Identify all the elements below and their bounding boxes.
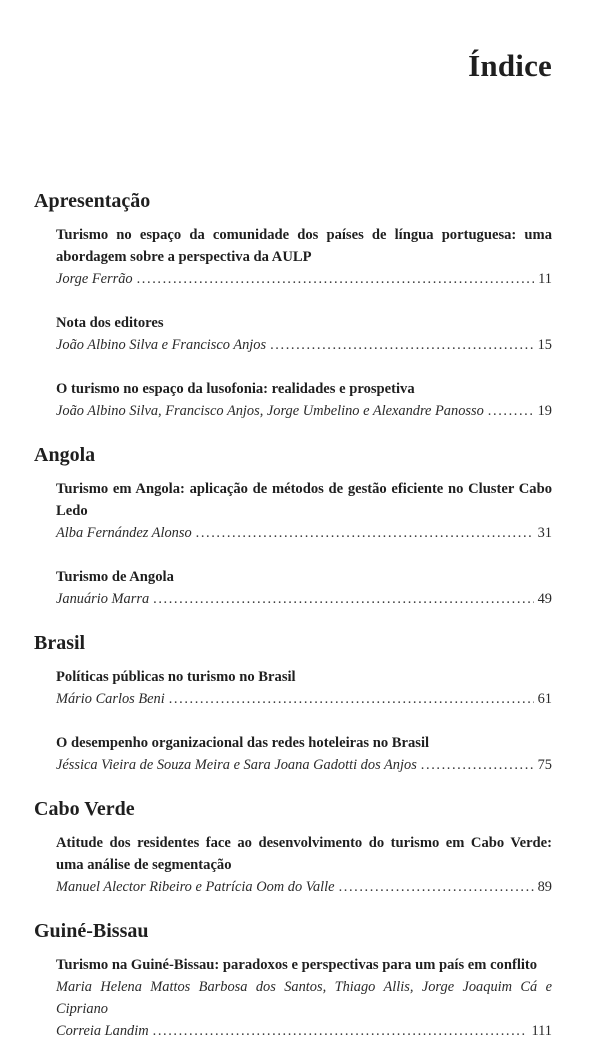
toc-entry[interactable] (56, 832, 552, 898)
section-title: Brasil (34, 632, 86, 654)
entry-author-line (56, 876, 552, 898)
toc-entry[interactable] (56, 666, 552, 710)
entry-title: Turismo no espaço da comunidade dos países de língua portuguesa: uma abordagem sobre a perspectiva da AULP (56, 227, 552, 265)
entry-title: Turismo de Angola (56, 569, 174, 585)
toc-entry[interactable] (56, 478, 552, 544)
entry-page-number: 61 (537, 691, 552, 707)
entry-author-line (56, 588, 552, 610)
dot-leader (270, 334, 534, 356)
entry-authors: Alba Fernández Alonso (56, 525, 192, 541)
table-of-contents (34, 190, 552, 1064)
entry-authors: Jéssica Vieira de Souza Meira e Sara Joana Gadotti dos Anjos (56, 757, 417, 773)
entry-page-number: 111 (531, 1023, 552, 1039)
toc-entry[interactable] (56, 312, 552, 356)
toc-section-guine-bissau (34, 920, 552, 1042)
entry-title: O turismo no espaço da lusofonia: realidades e prospetiva (56, 381, 415, 397)
entry-authors: Manuel Alector Ribeiro e Patrícia Oom do Valle (56, 879, 335, 895)
entry-title: Turismo em Angola: aplicação de métodos de gestão eficiente no Cluster Cabo Ledo (56, 481, 552, 519)
entry-author-line (56, 400, 552, 422)
toc-section-apresentacao (34, 190, 552, 422)
entry-author-block (56, 976, 552, 1042)
entry-authors: João Albino Silva, Francisco Anjos, Jorge Umbelino e Alexandre Panosso (56, 403, 484, 419)
entry-title: Turismo na Guiné-Bissau: paradoxos e perspectivas para um país em conflito (56, 957, 538, 973)
dot-leader (153, 588, 533, 610)
section-entries (56, 832, 552, 898)
toc-entry[interactable] (56, 732, 552, 776)
page-title: Índice (468, 48, 552, 83)
entry-authors-line-2: Correia Landim (56, 1023, 149, 1039)
toc-entry[interactable] (56, 566, 552, 610)
section-title: Guiné-Bissau (34, 920, 149, 942)
entry-author-line (56, 334, 552, 356)
entry-page-number: 89 (537, 879, 552, 895)
dot-leader (137, 268, 535, 290)
dot-leader (169, 688, 534, 710)
entry-author-line (56, 268, 552, 290)
entry-page-number: 49 (537, 591, 552, 607)
toc-entry[interactable] (56, 954, 552, 1042)
entry-title: O desempenho organizacional das redes hoteleiras no Brasil (56, 735, 430, 751)
entry-authors: Mário Carlos Beni (56, 691, 165, 707)
section-title: Apresentação (34, 190, 151, 212)
dot-leader (196, 522, 534, 544)
entry-authors: Jorge Ferrão (56, 271, 133, 287)
toc-section-brasil (34, 632, 552, 776)
entry-authors: Januário Marra (56, 591, 150, 607)
section-entries (56, 954, 552, 1042)
entry-title: Nota dos editores (56, 315, 164, 331)
section-entries (56, 478, 552, 610)
section-entries (56, 666, 552, 776)
entry-page-number: 31 (537, 525, 552, 541)
entry-page-number: 11 (538, 271, 552, 287)
entry-author-line (56, 754, 552, 776)
toc-entry[interactable] (56, 378, 552, 422)
entry-page-number: 15 (537, 337, 552, 353)
toc-section-angola (34, 444, 552, 610)
entry-page-number: 19 (537, 403, 552, 419)
entry-authors-line-1: Maria Helena Mattos Barbosa dos Santos, Thiago Allis, Jorge Joaquim Cá e Cipriano (56, 979, 552, 1017)
section-title: Angola (34, 444, 96, 466)
dot-leader (421, 754, 534, 776)
entry-authors: João Albino Silva e Francisco Anjos (56, 337, 267, 353)
entry-author-line (56, 1020, 552, 1042)
entry-author-line (56, 688, 552, 710)
toc-section-cabo-verde (34, 798, 552, 898)
section-title: Cabo Verde (34, 798, 135, 820)
entry-title: Políticas públicas no turismo no Brasil (56, 669, 296, 685)
entry-page-number: 75 (537, 757, 552, 773)
dot-leader (488, 400, 534, 422)
entry-title: Atitude dos residentes face ao desenvolvimento do turismo em Cabo Verde: uma análise de segmentação (56, 835, 552, 873)
section-entries (56, 224, 552, 422)
dot-leader (153, 1020, 528, 1042)
entry-author-line (56, 522, 552, 544)
dot-leader (339, 876, 534, 898)
toc-entry[interactable] (56, 224, 552, 290)
